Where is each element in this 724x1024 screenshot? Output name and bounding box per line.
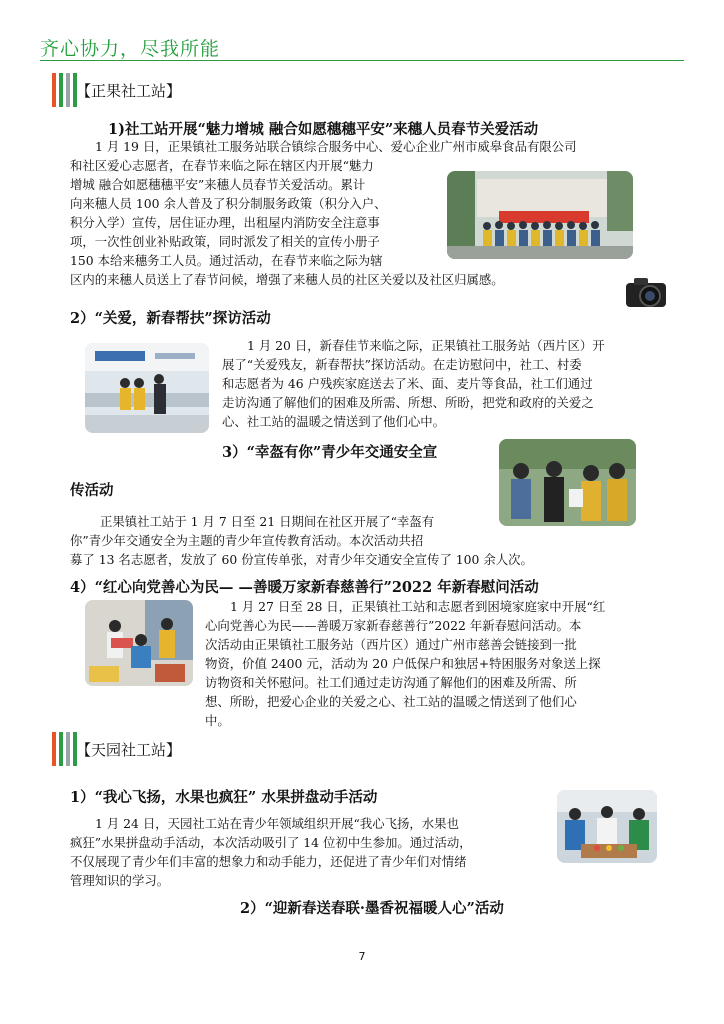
article-title: 1)社工站开展“魅力增城 融合如愿穗穗平安”来穗人员春节关爱活动: [108, 121, 539, 138]
photo-new-year-visit: [85, 600, 193, 686]
camera-icon: [624, 275, 668, 309]
article-title-continued: 传活动: [70, 482, 114, 499]
article-body: 1 月 24 日，天园社工站在青少年领域组织开展“我心飞扬，水果也 疯狂”水果拼盘动手活动，本次活动吸引了 14 位初中生参加。通过活动， 不仅展现了青少年们丰富的想象力和动手能力，还促进了青少年们对情绪 管理知识的学习。: [70, 816, 472, 888]
article-title: 3）“幸盔有你”青少年交通安全宣: [222, 444, 438, 461]
header-divider: [40, 60, 684, 61]
article-body: 1 月 20 日，新春佳节来临之际，正果镇社工服务站（西片区）开 展了“关爱残友，新春帮扶”探访活动。在走访慰问中，社工、村委 和志愿者为 46 户残疾家庭送去了米、面、麦片等食品，社工们通过 走访沟通了解他们的困难及所需、所想、所盼，把党和政府的关爱之 心、社工站的温暖之情送到了他们心中。: [222, 338, 605, 429]
article-title: 2）“迎新春送春联·墨香祝福暖人心”活动: [240, 900, 504, 917]
header-slogan: 齐心协力，尽我所能: [40, 38, 221, 60]
page-number: 7: [358, 950, 366, 963]
photo-fruit-platter: [557, 790, 657, 863]
article-body: 1 月 19 日，正果镇社工服务站联合镇综合服务中心、爱心企业广州市威皋食品有限公司 和社区爱心志愿者，在春节来临之际在辖区内开展“魅力 增城 融合如愿穗穗平安”来穗人员春节关爱活动。累计 向来穗人员 100 余人普及了积分制服务政策（积分入户、 积分入学）宣传，居住证办理，出租屋内消防安全注意事 项，一次性创业补贴政策，同时派发了相关的宣传小册子 150 本给来穗务工人员。通过活动，在春节来临之际为辖 区内的来穗人员送上了春节问候，增强了来穗人员的社区关爱以及社区归属感。: [70, 139, 577, 287]
article-body: 1 月 27 日至 28 日，正果镇社工站和志愿者到困境家庭家中开展“红 心向党善心为民——善暖万家新春慈善行”2022 年新春慰问活动。本 次活动由正果镇社工服务站（西片区）通过广州市慈善会链接到一批 物资，价值 2400 元，活动为 20 户低保户和独居+特困服务对象送上探 访物资和关怀慰问。社工们通过走访沟通了解他们的困难及所需、所 想、所盼，把爱心企业的关爱之心、社工站的温暖之情送到了他们心 中。: [205, 599, 606, 728]
article-title: 4）“红心向党善心为民— —善暖万家新春慈善行”2022 年新春慰问活动: [70, 579, 539, 596]
section-label-tianyuan: 【天园社工站】: [76, 741, 182, 759]
section-label-zhengguo: 【正果社工站】: [76, 82, 182, 100]
section-bars-icon: [52, 73, 77, 107]
article-title: 2）“关爱，新春帮扶”探访活动: [70, 310, 271, 327]
article-title: 1）“我心飞扬，水果也疯狂” 水果拼盘动手活动: [70, 789, 378, 806]
photo-group-outdoor: [447, 171, 633, 259]
photo-visit-office: [85, 343, 209, 433]
section-bars-icon: [52, 732, 77, 766]
article-body: 正果镇社工站于 1 月 7 日至 21 日期间在社区开展了“幸盔有 你”青少年交通安全为主题的青少年宣传教育活动。本次活动共招 募了 13 名志愿者，发放了 60 份宣传单张，对青少年交通安全宣传了 100 余人次。: [70, 514, 533, 567]
